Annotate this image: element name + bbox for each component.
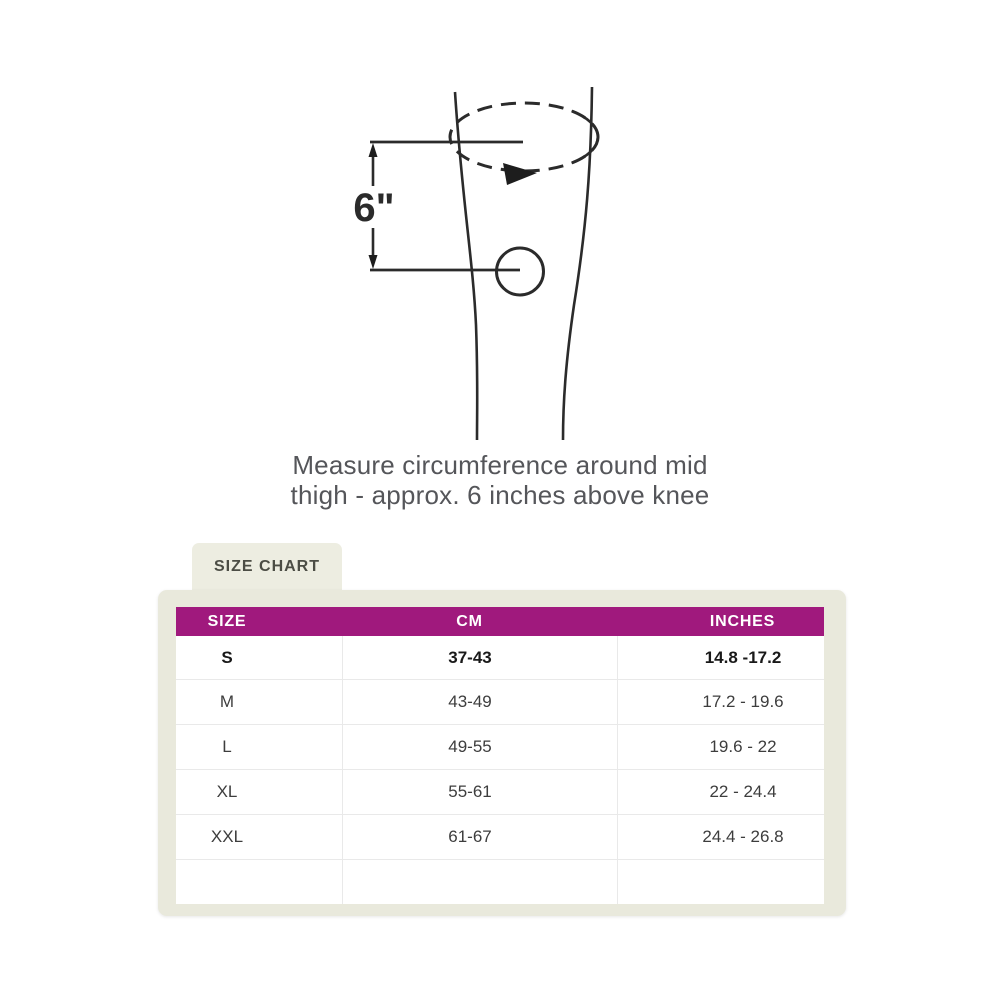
cm-cell <box>342 860 617 904</box>
size-cell: XL <box>216 782 238 801</box>
size-chart-panel <box>158 590 846 916</box>
table-row <box>176 636 824 679</box>
size-cell <box>176 860 342 904</box>
inches-cell: 19.6 - 22 <box>617 725 824 769</box>
caption-line-1: Measure circumference around mid <box>292 450 708 480</box>
cm-cell: 37-43 <box>342 636 617 679</box>
leg-left-contour <box>455 92 477 440</box>
size-cell: XXL <box>210 827 244 846</box>
cm-cell: 49-55 <box>342 725 617 769</box>
inches-cell: 24.4 - 26.8 <box>617 815 824 859</box>
circumference-arrow-icon <box>503 163 537 185</box>
header-cm: CM <box>456 612 483 630</box>
table-row <box>176 679 824 724</box>
size-chart-tab-label: SIZE CHART <box>214 558 320 575</box>
inches-cell <box>617 860 824 904</box>
size-cell: L <box>222 737 232 756</box>
ellipse-right-arc <box>572 111 598 163</box>
size-chart-table <box>176 607 824 904</box>
measurement-caption <box>250 450 750 510</box>
size-chart-tab[interactable] <box>192 543 342 591</box>
table-row <box>176 724 824 769</box>
cm-cell: 61-67 <box>342 815 617 859</box>
inches-cell: 22 - 24.4 <box>617 770 824 814</box>
six-inch-label: 6" <box>353 186 395 230</box>
cm-cell: 43-49 <box>342 680 617 724</box>
table-row-empty <box>176 859 824 904</box>
arrow-down-icon <box>369 255 378 269</box>
caption-line-2: thigh - approx. 6 inches above knee <box>290 480 710 510</box>
inches-cell: 17.2 - 19.6 <box>617 680 824 724</box>
size-cell: S <box>221 647 233 667</box>
size-cell: M <box>219 692 235 711</box>
table-row <box>176 769 824 814</box>
thigh-measurement-diagram <box>340 80 620 445</box>
inches-cell: 14.8 -17.2 <box>617 636 824 679</box>
header-inches: INCHES <box>709 612 776 630</box>
knee-circle <box>497 248 544 295</box>
leg-right-contour <box>563 87 592 440</box>
arrow-up-icon <box>369 143 378 157</box>
table-header-row <box>176 607 824 636</box>
cm-cell: 55-61 <box>342 770 617 814</box>
header-size: SIZE <box>207 612 247 630</box>
table-row <box>176 814 824 859</box>
